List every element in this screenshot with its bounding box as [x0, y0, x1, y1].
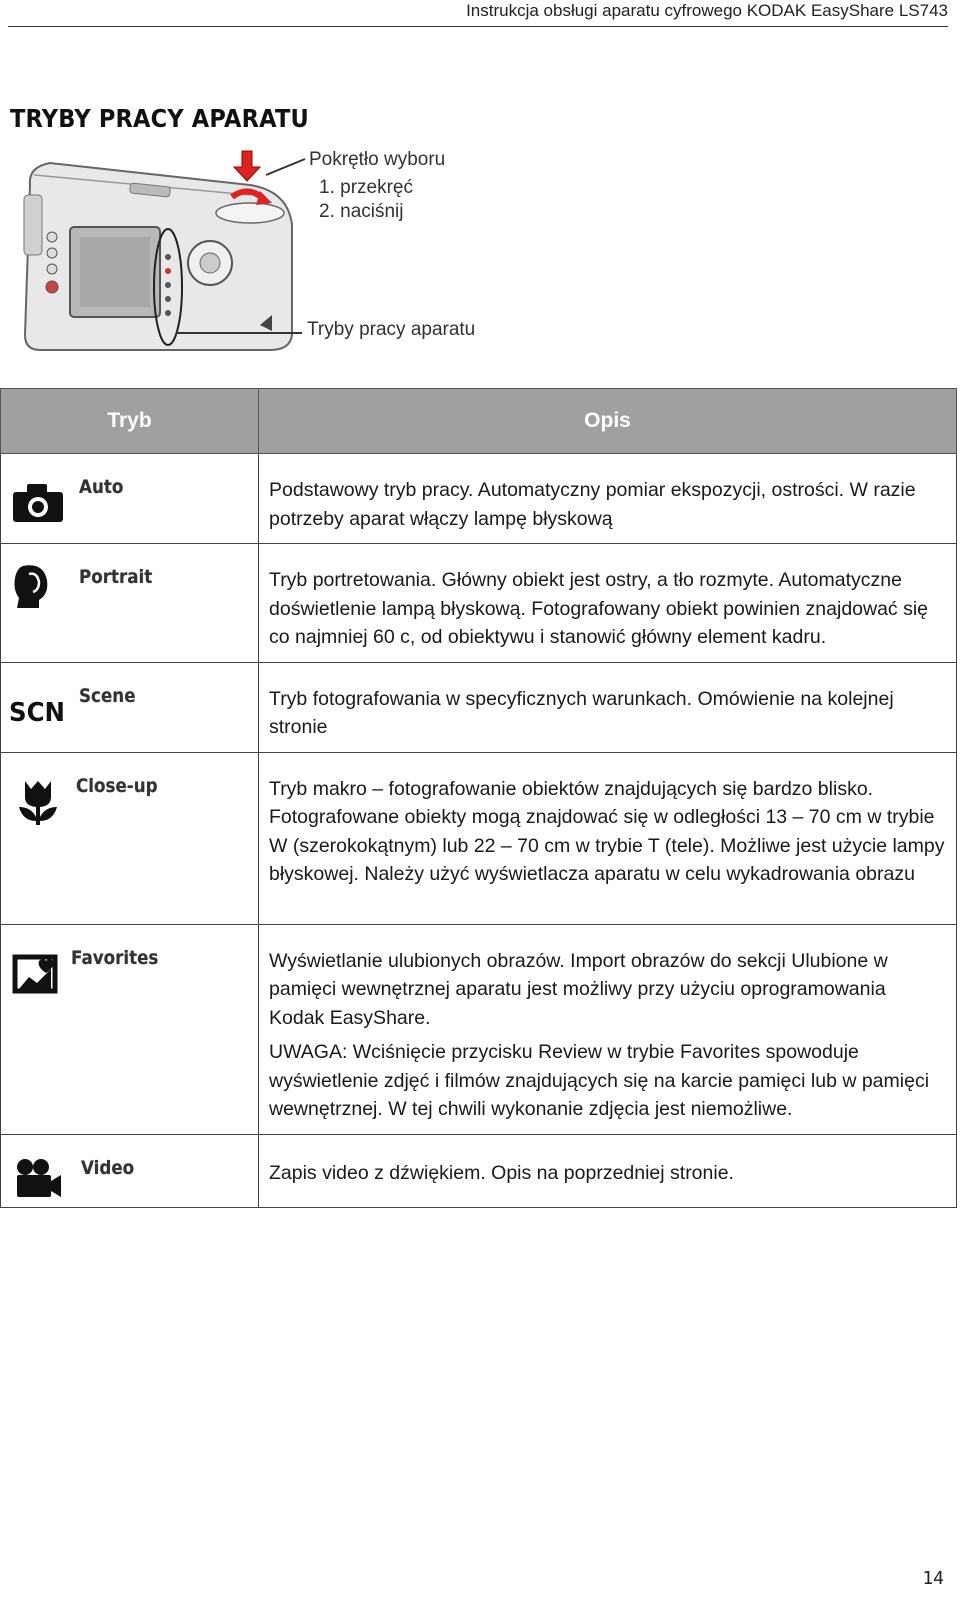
table-row	[1, 1134, 957, 1207]
running-title: Instrukcja obsługi aparatu cyfrowego KODAK EasyShare LS743	[466, 1, 948, 20]
mode-cell	[1, 662, 259, 752]
description-text: Podstawowy tryb pracy. Automatyczny pomiar ekspozycji, ostrości. W razie potrzeby aparat włączy lampę błyskową	[269, 479, 916, 530]
table-row	[1, 924, 957, 1134]
callout-step-2: 2. naciśnij	[319, 201, 404, 222]
description-text: Zapis video z dźwiękiem. Opis na poprzedniej stronie.	[269, 1161, 734, 1184]
scn-icon	[9, 685, 69, 735]
flower-icon	[9, 777, 67, 827]
mode-label: Favorites	[71, 946, 159, 969]
favorites-icon	[9, 949, 67, 999]
mode-label: Portrait	[79, 566, 153, 588]
mode-label: Close-up	[76, 774, 158, 797]
page-number: 14	[922, 1568, 944, 1589]
running-header	[8, 0, 948, 27]
mode-cell	[1, 544, 259, 663]
description-cell	[259, 454, 957, 544]
video-camera-icon	[9, 1153, 67, 1203]
description-note: UWAGA: Wciśnięcie przycisku Review w trybie Favorites spowoduje wyświetlenie zdjęć i filmów znajdujących się na karcie pamięci lub w pamięci wewnętrznej. W tej chwili wykonanie zdjęcia jest niemożliwe.	[269, 1041, 930, 1120]
callout-dial: Pokrętło wyboru	[309, 149, 446, 170]
table-row	[1, 662, 957, 752]
description-cell	[259, 752, 957, 924]
mode-label: Scene	[79, 684, 136, 707]
table-row	[1, 752, 957, 924]
mode-label: Auto	[79, 476, 124, 498]
description-cell	[259, 1134, 957, 1207]
mode-cell	[1, 1134, 259, 1207]
portrait-icon	[9, 560, 67, 610]
description-cell	[259, 924, 957, 1134]
mode-cell	[1, 454, 259, 544]
callout-step-1: 1. przekręć	[319, 177, 413, 198]
description-text: Tryb portretowania. Główny obiekt jest ostry, a tło rozmyte. Automatyczne doświetlenie lampą błyskową. Fotografowany obiekt powinien znajdować się co najmniej 60 c, od obiektywu i stanowić główny element kadru.	[269, 569, 929, 648]
table-row	[1, 544, 957, 663]
page-title: TRYBY PRACY APARATU	[10, 104, 309, 133]
header-mode: Tryb	[1, 389, 259, 454]
description-text: Tryb makro – fotografowanie obiektów znajdujących się bardzo blisko. Fotografowane obiekty mogą znajdować się w odległości 13 – 70 cm w trybie W (szerokokątnym) lub 22 – 70 cm w trybie T (tele). Możliwe jest użycie lampy błyskowej. Należy użyć wyświetlacza aparatu w celu wykadrowania obrazu	[269, 777, 945, 885]
header-description: Opis	[259, 389, 957, 454]
mode-cell	[1, 752, 259, 924]
mode-label: Video	[81, 1156, 135, 1179]
table-header-row	[1, 389, 957, 454]
description-text: Tryb fotografowania w specyficznych warunkach. Omówienie na kolejnej stronie	[269, 687, 894, 738]
camera-figure	[20, 145, 490, 355]
table-row	[1, 454, 957, 544]
description-text: Wyświetlanie ulubionych obrazów. Import obrazów do sekcji Ulubione w pamięci wewnętrznej aparatu jest możliwy przy użyciu oprogramowania Kodak EasyShare.	[269, 949, 888, 1029]
description-cell	[259, 544, 957, 663]
camera-icon	[9, 478, 67, 528]
callout-modes: Tryby pracy aparatu	[307, 319, 476, 340]
description-cell	[259, 662, 957, 752]
modes-table	[0, 388, 957, 1208]
mode-cell	[1, 924, 259, 1134]
svg-text:SCN: SCN	[9, 697, 65, 728]
